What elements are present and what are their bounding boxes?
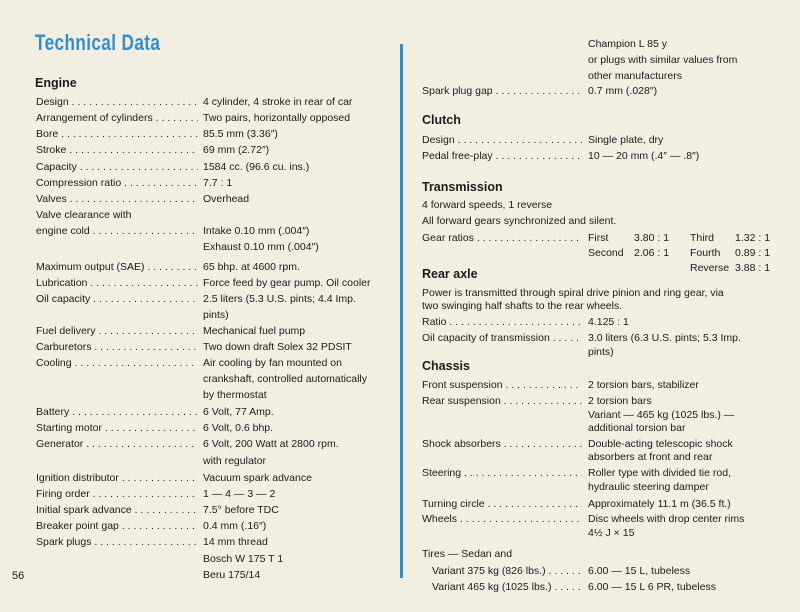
wheels-value-2: 4½ J × 15 xyxy=(588,527,635,539)
arrangement-value: Two pairs, horizontally opposed xyxy=(203,112,351,124)
lubrication-label-text: Lubrication . . . xyxy=(36,277,198,289)
gap-label xyxy=(36,520,198,533)
compression-label xyxy=(36,177,198,190)
axle-ratio-label xyxy=(422,316,582,329)
firing-label xyxy=(36,488,198,501)
lubrication-value: Force feed by gear pump. Oil cooler xyxy=(203,277,371,289)
axle-ratio-value: 4.125 : 1 xyxy=(588,316,629,328)
shock-absorbers-label-text: Shock absorbers . . . xyxy=(422,438,582,450)
plugs-label-text: Spark plugs . . . xyxy=(36,536,198,548)
tires-375-label-text: Variant 375 kg (826 lbs.) . . . xyxy=(432,565,582,577)
design-value: 4 cylinder, 4 stroke in rear of car xyxy=(203,96,353,108)
clutch-design-label-text: Design . . . xyxy=(422,134,582,146)
turning-circle-value: Approximately 11.1 m (36.5 ft.) xyxy=(588,498,731,510)
tires-375-label xyxy=(432,565,582,578)
ignition-value: Vacuum spark advance xyxy=(203,472,312,484)
cooling-value-3: by thermostat xyxy=(203,389,267,401)
rear-axle-text-2: two swinging half shafts to the rear wheels. xyxy=(422,300,623,312)
turning-circle-label-text: Turning circle . . . xyxy=(422,498,582,510)
gap-label-text: Breaker point gap . . . xyxy=(36,520,198,532)
gear-second-value: 2.06 : 1 xyxy=(634,247,670,259)
fuel-label-text: Fuel delivery . . . xyxy=(36,325,198,337)
generator-label xyxy=(36,438,198,451)
transmission-oil-label-text: Oil capacity of transmission . . . xyxy=(422,332,582,344)
gear-third-value: 1.32 : 1 xyxy=(735,232,771,244)
transmission-line2: All forward gears synchronized and silent. xyxy=(422,215,617,227)
chassis-heading: Chassis xyxy=(422,359,470,373)
rear-suspension-label xyxy=(422,395,582,408)
gear-ratios-label xyxy=(422,232,582,245)
rear-axle-text-1: Power is transmitted through spiral drive pinion and ring gear, via xyxy=(422,287,724,299)
generator-label-text: Generator . . . xyxy=(36,438,198,450)
starter-label-text: Starting motor . . . xyxy=(36,422,198,434)
front-suspension-label-text: Front suspension . . . xyxy=(422,379,582,391)
transmission-heading: Transmission xyxy=(422,180,503,194)
stroke-label xyxy=(36,144,198,157)
tires-465-label xyxy=(432,581,582,594)
oil-value-2: pints) xyxy=(203,309,229,321)
gear-fourth-value: 0.89 : 1 xyxy=(735,247,771,259)
front-suspension-value: 2 torsion bars, stabilizer xyxy=(588,379,699,391)
capacity-value: 1584 cc. (96.6 cu. ins.) xyxy=(203,161,310,173)
freeplay-label-text: Pedal free-play . . . xyxy=(422,150,582,162)
front-suspension-label xyxy=(422,379,582,392)
starter-label xyxy=(36,422,198,435)
clearance-label-text: engine cold . . . xyxy=(36,225,198,237)
clearance-label-line1: Valve clearance with xyxy=(36,209,132,221)
ignition-label-text: Ignition distributor . . . xyxy=(36,472,198,484)
transmission-oil-value-1: 3.0 liters (6.3 U.S. pints; 5.3 Imp. xyxy=(588,332,741,344)
plugs-value-1: 14 mm thread xyxy=(203,536,268,548)
compression-value: 7.7 : 1 xyxy=(203,177,233,189)
starter-value: 6 Volt, 0.6 bhp. xyxy=(203,422,274,434)
carb-label-text: Carburetors . . . xyxy=(36,341,198,353)
ignition-label xyxy=(36,472,198,485)
carb-value: Two down draft Solex 32 PDSIT xyxy=(203,341,352,353)
firing-label-text: Firing order . . . xyxy=(36,488,198,500)
plugs-cont-2: or plugs with similar values from xyxy=(588,54,738,66)
steering-label xyxy=(422,467,582,480)
output-label xyxy=(36,261,198,274)
turning-circle-label xyxy=(422,498,582,511)
shock-absorbers-value-1: Double-acting telescopic shock xyxy=(588,438,733,450)
oil-value-1: 2.5 liters (5.3 U.S. pints; 4.4 Imp. xyxy=(203,293,356,305)
stroke-label-text: Stroke . . . xyxy=(36,144,198,156)
freeplay-value: 10 — 20 mm (.4″ — .8″) xyxy=(588,150,700,162)
rear-axle-heading: Rear axle xyxy=(422,267,478,281)
cooling-label xyxy=(36,357,198,370)
oil-label-text: Oil capacity . . . xyxy=(36,293,198,305)
fuel-value: Mechanical fuel pump xyxy=(203,325,306,337)
valves-value: Overhead xyxy=(203,193,250,205)
plugs-value-3: Beru 175/14 xyxy=(203,569,261,581)
column-divider xyxy=(400,44,403,578)
plugs-value-2: Bosch W 175 T 1 xyxy=(203,553,284,565)
clutch-design-value: Single plate, dry xyxy=(588,134,664,146)
oil-label xyxy=(36,293,198,306)
battery-label-text: Battery . . . xyxy=(36,406,198,418)
plugs-cont-3: other manufacturers xyxy=(588,70,682,82)
clutch-heading: Clutch xyxy=(422,113,461,127)
valves-label xyxy=(36,193,198,206)
transmission-line1: 4 forward speeds, 1 reverse xyxy=(422,199,553,211)
valves-label-text: Valves . . . xyxy=(36,193,198,205)
firing-value: 1 — 4 — 3 — 2 xyxy=(203,488,276,500)
steering-value-2: hydraulic steering damper xyxy=(588,481,709,493)
carb-label xyxy=(36,341,198,354)
output-value: 65 bhp. at 4600 rpm. xyxy=(203,261,300,273)
design-label xyxy=(36,96,198,109)
output-label-text: Maximum output (SAE) . . . xyxy=(36,261,198,273)
gear-third: Third xyxy=(690,232,714,244)
gear-first-value: 3.80 : 1 xyxy=(634,232,670,244)
tires-label: Tires — Sedan and xyxy=(422,548,513,560)
clutch-design-label xyxy=(422,134,582,147)
arrangement-label xyxy=(36,112,198,125)
plug-gap-value: 0.7 mm (.028″) xyxy=(588,85,658,97)
design-label-text: Design . . . xyxy=(36,96,198,108)
plug-gap-label xyxy=(422,85,582,98)
page-number: 56 xyxy=(12,570,25,582)
capacity-label-text: Capacity . . . xyxy=(36,161,198,173)
bore-label xyxy=(36,128,198,141)
battery-label xyxy=(36,406,198,419)
plugs-label xyxy=(36,536,198,549)
wheels-label xyxy=(422,513,582,526)
page-title: Technical Data xyxy=(35,30,161,55)
rear-suspension-value-1: 2 torsion bars xyxy=(588,395,652,407)
tires-465-label-text: Variant 465 kg (1025 lbs.) . . . xyxy=(432,581,582,593)
rear-suspension-value-2: Variant — 465 kg (1025 lbs.) — xyxy=(588,409,735,421)
wheels-value-1: Disc wheels with drop center rims xyxy=(588,513,745,525)
clearance-label xyxy=(36,225,198,238)
cooling-value-1: Air cooling by fan mounted on xyxy=(203,357,342,369)
generator-value-2: with regulator xyxy=(203,455,267,467)
steering-value-1: Roller type with divided tie rod, xyxy=(588,467,731,479)
plugs-cont-1: Champion L 85 y xyxy=(588,38,667,50)
tires-465-value: 6.00 — 15 L 6 PR, tubeless xyxy=(588,581,717,593)
gear-reverse: Reverse xyxy=(690,262,730,274)
transmission-oil-value-2: pints) xyxy=(588,346,614,358)
generator-value-1: 6 Volt, 200 Watt at 2800 rpm. xyxy=(203,438,339,450)
lubrication-label xyxy=(36,277,198,290)
rear-suspension-value-3: additional torsion bar xyxy=(588,422,686,434)
rear-suspension-label-text: Rear suspension . . . xyxy=(422,395,582,407)
cooling-value-2: crankshaft, controlled automatically xyxy=(203,373,367,385)
steering-label-text: Steering . . . xyxy=(422,467,582,479)
gear-second: Second xyxy=(588,247,624,259)
gear-reverse-value: 3.88 : 1 xyxy=(735,262,771,274)
stroke-value: 69 mm (2.72″) xyxy=(203,144,270,156)
gear-fourth: Fourth xyxy=(690,247,721,259)
wheels-label-text: Wheels . . . xyxy=(422,513,582,525)
freeplay-label xyxy=(422,150,582,163)
clearance-exhaust: Exhaust 0.10 mm (.004″) xyxy=(203,241,319,253)
gear-ratios-label-text: Gear ratios . . . xyxy=(422,232,582,244)
transmission-oil-label xyxy=(422,332,582,345)
bore-label-text: Bore . . . xyxy=(36,128,198,140)
shock-absorbers-label xyxy=(422,438,582,451)
clearance-intake: Intake 0.10 mm (.004″) xyxy=(203,225,310,237)
axle-ratio-label-text: Ratio . . . xyxy=(422,316,582,328)
gap-value: 0.4 mm (.16″) xyxy=(203,520,267,532)
gear-first: First xyxy=(588,232,609,244)
advance-label xyxy=(36,504,198,517)
advance-value: 7.5° before TDC xyxy=(203,504,279,516)
arrangement-label-text: Arrangement of cylinders . . . xyxy=(36,112,198,124)
cooling-label-text: Cooling . . . xyxy=(36,357,198,369)
capacity-label xyxy=(36,161,198,174)
fuel-label xyxy=(36,325,198,338)
tires-375-value: 6.00 — 15 L, tubeless xyxy=(588,565,691,577)
advance-label-text: Initial spark advance . . . xyxy=(36,504,198,516)
plug-gap-label-text: Spark plug gap . . . xyxy=(422,85,582,97)
shock-absorbers-value-2: absorbers at front and rear xyxy=(588,451,713,463)
engine-heading: Engine xyxy=(35,76,77,90)
battery-value: 6 Volt, 77 Amp. xyxy=(203,406,274,418)
bore-value: 85.5 mm (3.36″) xyxy=(203,128,278,140)
compression-label-text: Compression ratio . . . xyxy=(36,177,198,189)
